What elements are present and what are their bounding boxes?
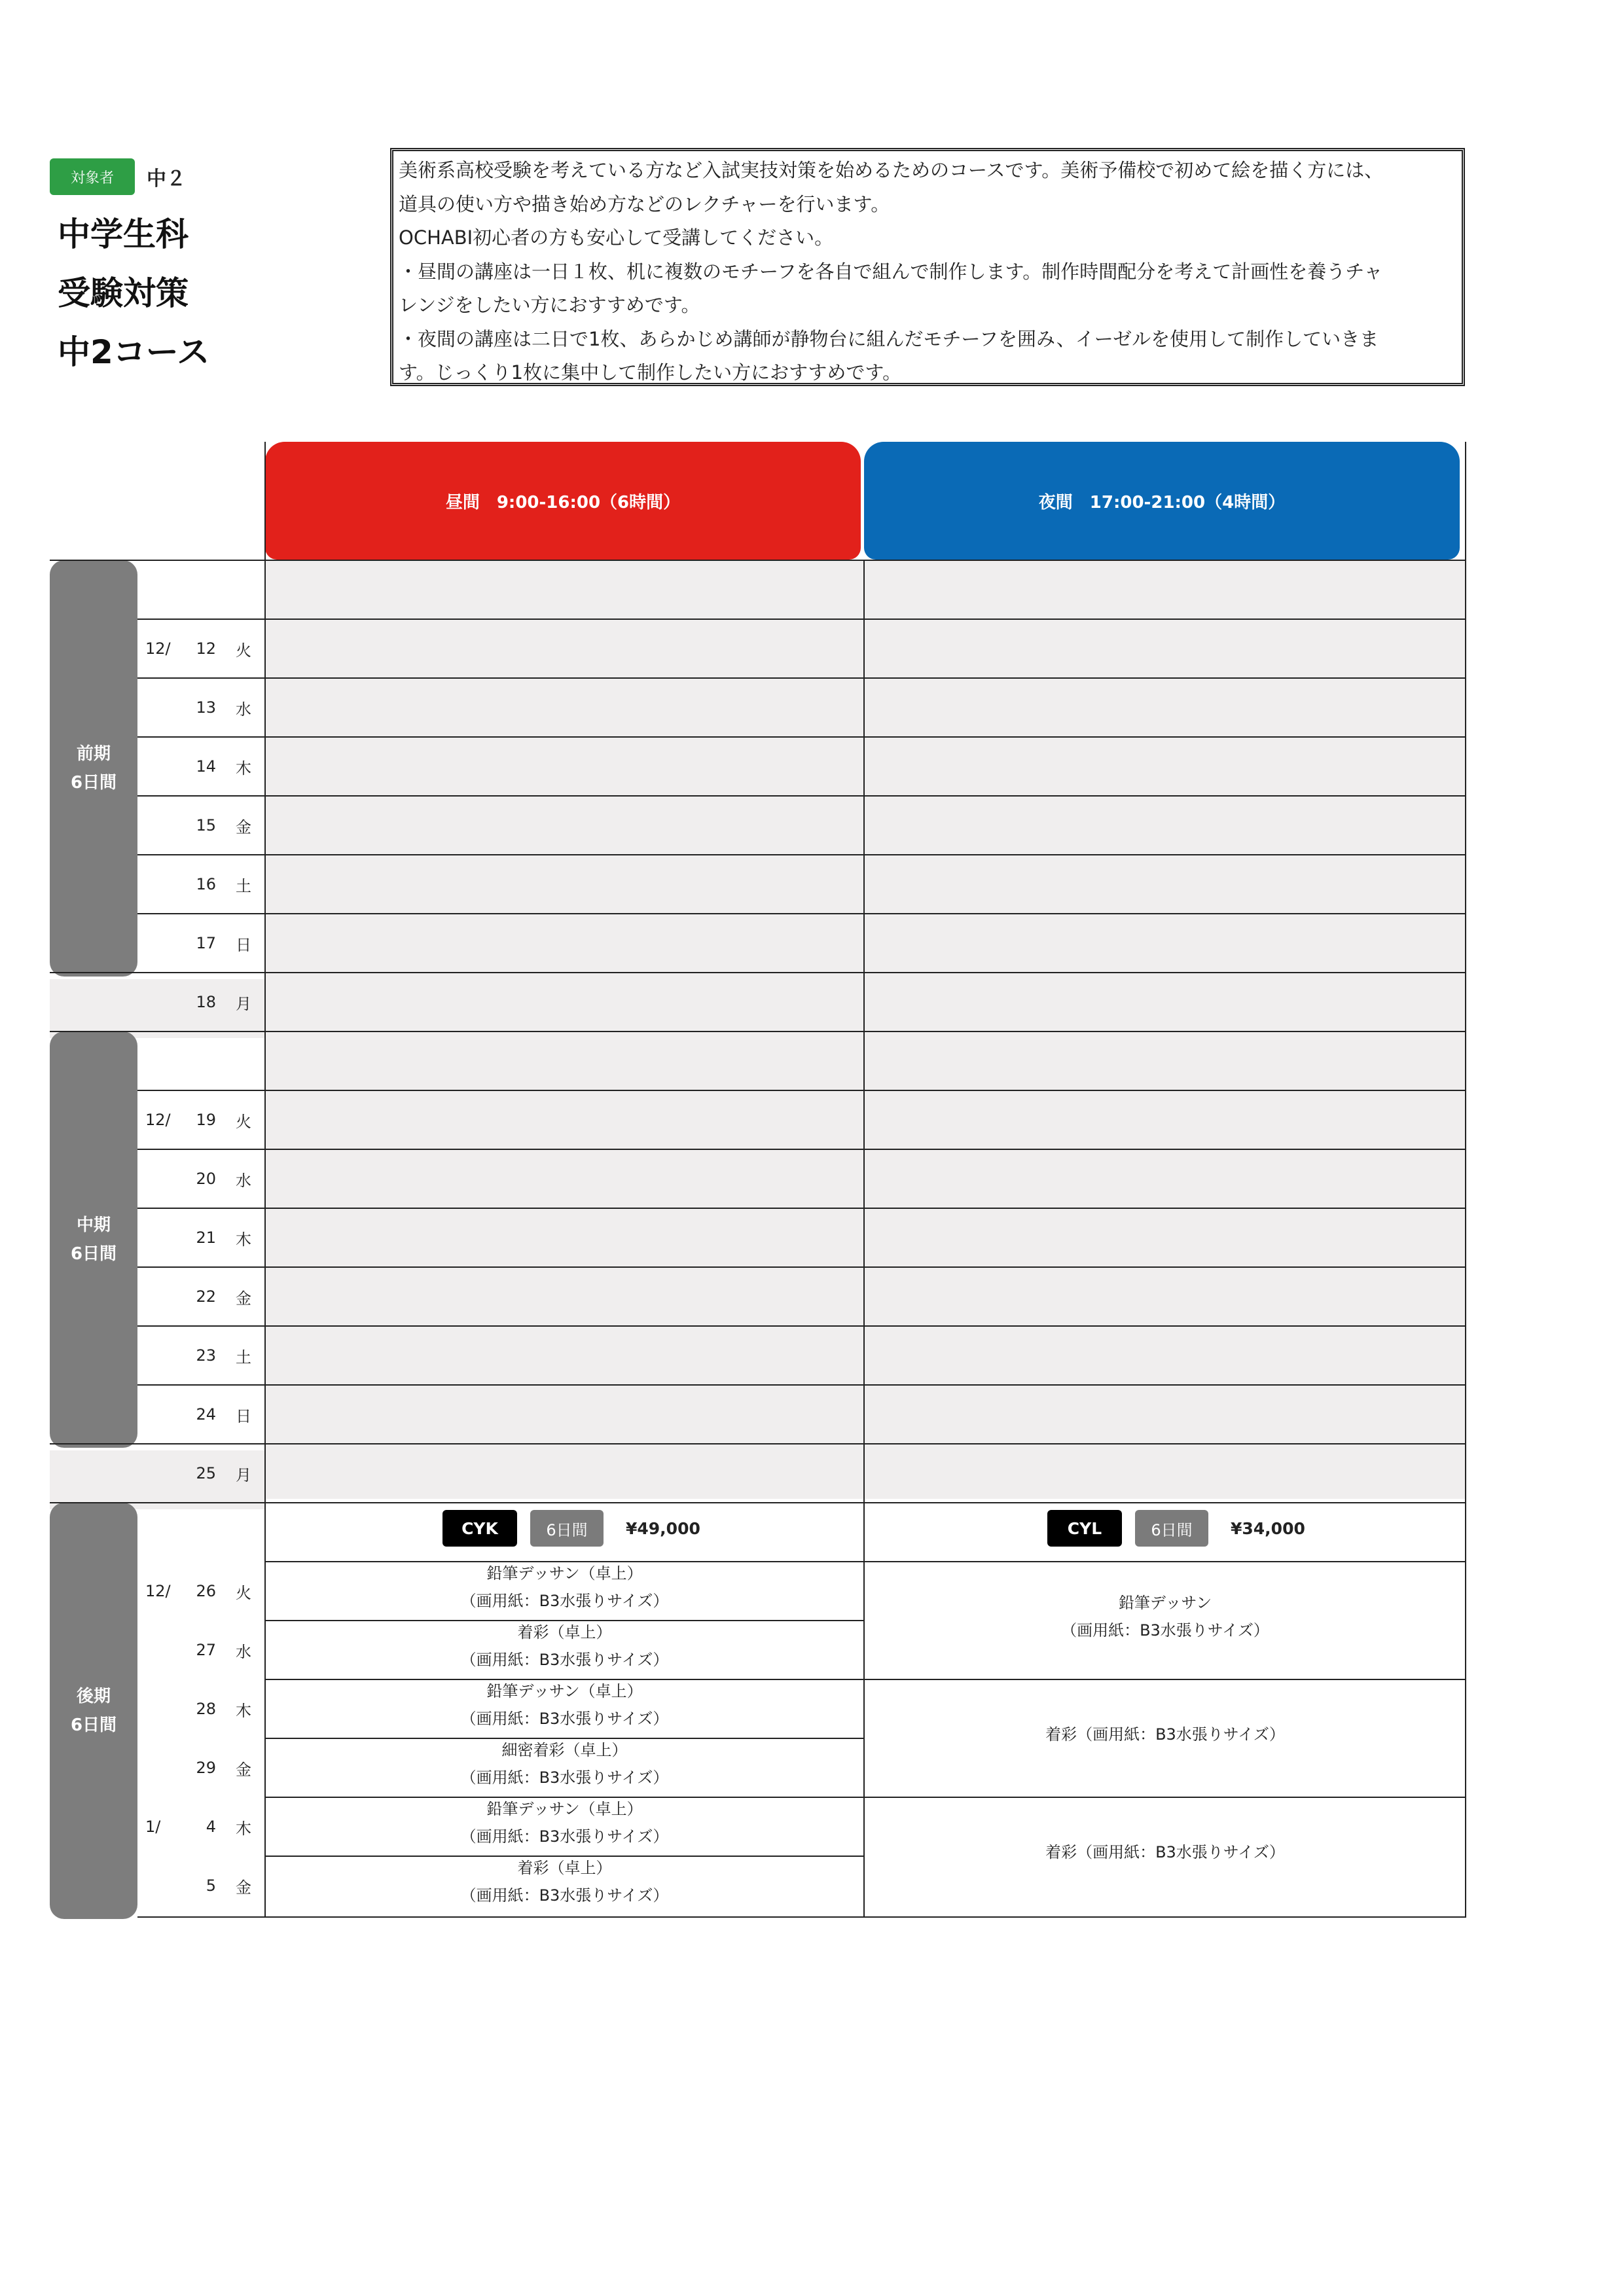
night-session: 鉛筆デッサン （画用紙：B3水張りサイズ）: [1061, 1594, 1269, 1640]
night-course-code: CYL: [1047, 1510, 1122, 1547]
period-first: [50, 560, 137, 977]
night-session: 着彩（画用紙：B3水張りサイズ）: [1045, 1725, 1285, 1744]
day-session: 鉛筆デッサン（卓上） （画用紙：B3水張りサイズ）: [460, 1564, 669, 1610]
grid-hline: [265, 1620, 864, 1621]
period-last: [50, 1503, 137, 1919]
grid-hline: [50, 1443, 1466, 1444]
grid-hline: [265, 1856, 864, 1857]
night-session: 着彩（画用紙：B3水張りサイズ）: [1045, 1843, 1285, 1861]
grid-hline: [137, 1916, 1466, 1918]
day-session: 着彩（卓上） （画用紙：B3水張りサイズ）: [460, 1623, 669, 1669]
description-line: ・夜間の講座は二日で1枚、あらかじめ講師が静物台に組んだモチーフを囲み、イーゼルを使用して制作していきま: [399, 327, 1379, 350]
grid-hline: [137, 795, 1466, 797]
night-course-price: ¥34,000: [1231, 1518, 1305, 1538]
night-pricing: [1047, 1499, 1305, 1558]
period-label: 中期: [76, 1215, 111, 1235]
period-duration: 6日間: [70, 773, 117, 793]
date-row: 12/ 19 火: [145, 1111, 251, 1131]
date-row: 25 月: [196, 1464, 251, 1484]
date-row: 28 木: [196, 1700, 251, 1720]
period-label: 後期: [76, 1687, 111, 1706]
date-row: 5 金: [206, 1876, 251, 1897]
grid-hline: [137, 736, 1466, 738]
page-title-line-3: 中2コース: [58, 333, 210, 371]
description-line: す。じっくり1枚に集中して制作したい方におすすめです。: [399, 361, 902, 384]
day-course-days: 6日間: [530, 1510, 604, 1547]
day-pricing: [442, 1499, 700, 1558]
day-session: 着彩（卓上） （画用紙：B3水張りサイズ）: [460, 1859, 669, 1905]
date-row: 1/ 4 木: [145, 1818, 251, 1838]
period-duration: 6日間: [70, 1715, 117, 1735]
nighttime-column-header: 夜間 17:00-21:00（4時間）: [864, 442, 1460, 560]
date-row: 12/ 26 火: [145, 1582, 251, 1602]
grid-hline: [265, 1797, 1466, 1798]
date-row: 14 木: [196, 757, 251, 778]
grade-label: 中２: [147, 168, 186, 190]
night-course-days: 6日間: [1135, 1510, 1208, 1547]
grid-vline: [264, 442, 266, 1918]
grid-hline: [50, 1502, 1466, 1503]
grid-hline: [50, 560, 1466, 561]
grid-hline: [265, 1679, 1466, 1680]
date-row: 16 土: [196, 875, 251, 895]
grid-hline: [265, 1561, 1466, 1562]
description-line: 美術系高校受験を考えている方など入試実技対策を始めるためのコースです。美術予備校で初めて絵を描く方には、: [399, 159, 1384, 181]
grid-hline: [137, 1149, 1466, 1150]
day-session: 細密着彩（卓上） （画用紙：B3水張りサイズ）: [460, 1741, 669, 1787]
date-row: 17 日: [196, 934, 251, 954]
date-row: 29 金: [196, 1759, 251, 1779]
grid-hline: [265, 1738, 864, 1739]
grid-hline: [137, 1090, 1466, 1091]
day-session: 鉛筆デッサン（卓上） （画用紙：B3水張りサイズ）: [460, 1800, 669, 1846]
date-row: 27 水: [196, 1641, 251, 1661]
grid-hline: [137, 619, 1466, 620]
target-badge: 対象者: [50, 158, 135, 195]
description-line: 道具の使い方や描き始め方などのレクチャーを行います。: [399, 192, 890, 215]
date-row: 12/ 12 火: [145, 639, 251, 660]
schedule-shaded-area: [265, 560, 1466, 1499]
page-title-line-1: 中学生科: [58, 215, 189, 253]
grid-hline: [50, 972, 1466, 973]
grid-vline: [1465, 442, 1466, 1918]
course-description: [390, 148, 1465, 386]
period-duration: 6日間: [70, 1244, 117, 1264]
date-row: 20 水: [196, 1170, 251, 1190]
date-row: 13 水: [196, 698, 251, 719]
date-row: 18 月: [196, 993, 251, 1013]
day-session: 鉛筆デッサン（卓上） （画用紙：B3水張りサイズ）: [460, 1682, 669, 1728]
grid-hline: [137, 1266, 1466, 1268]
day-course-price: ¥49,000: [626, 1518, 700, 1538]
daytime-column-header: 昼間 9:00-16:00（6時間）: [265, 442, 861, 560]
grid-hline: [137, 854, 1466, 855]
description-line: ・昼間の講座は一日１枚、机に複数のモチーフを各自で組んで制作します。制作時間配分を考えて計画性を養うチャ: [399, 260, 1383, 283]
description-line: レンジをしたい方におすすめです。: [399, 294, 700, 316]
grid-hline: [137, 1208, 1466, 1209]
period-middle: [50, 1031, 137, 1448]
date-row: 24 日: [196, 1405, 251, 1426]
date-row: 15 金: [196, 816, 251, 836]
grid-hline: [137, 1325, 1466, 1327]
grid-hline: [50, 1031, 1466, 1032]
day-course-code: CYK: [442, 1510, 517, 1547]
date-row: 22 金: [196, 1287, 251, 1308]
grid-vline: [863, 560, 865, 1918]
description-line: OCHABI初心者の方も安心して受講してください。: [399, 226, 834, 249]
grid-hline: [137, 913, 1466, 914]
date-row: 23 土: [196, 1346, 251, 1367]
grid-hline: [137, 1384, 1466, 1386]
period-label: 前期: [76, 744, 111, 764]
grid-hline: [137, 677, 1466, 679]
page-title-line-2: 受験対策: [58, 274, 189, 312]
date-row: 21 木: [196, 1229, 251, 1249]
